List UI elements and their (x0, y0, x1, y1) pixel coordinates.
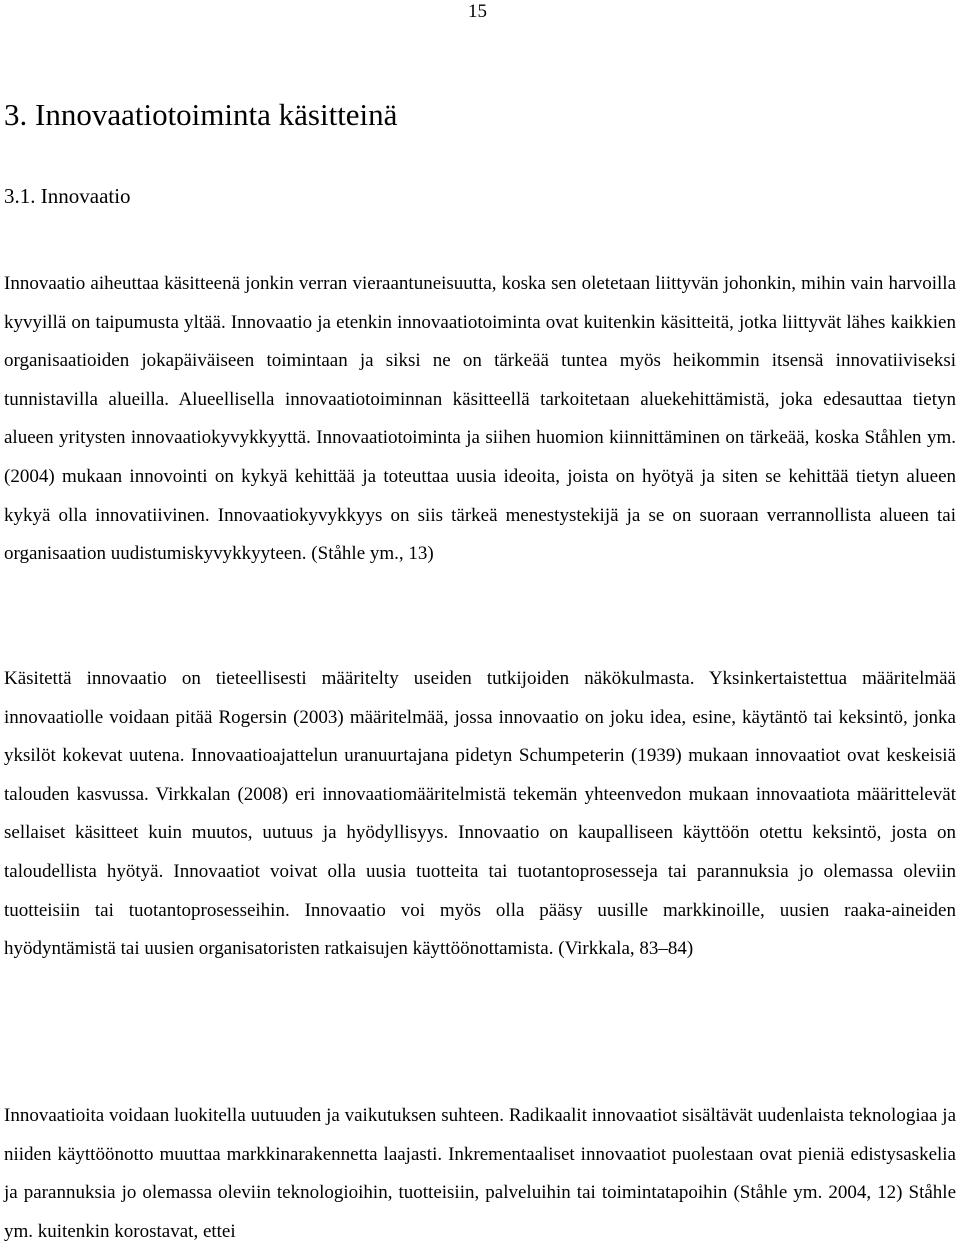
chapter-title: 3. Innovaatiotoiminta käsitteinä (4, 97, 398, 132)
body-paragraph: Innovaatioita voidaan luokitella uutuuden ja vaikutuksen suhteen. Radikaalit innovaatiot sisältävät uudenlaista teknologiaa ja niiden käyttöönotto muuttaa markkinarakennetta laajasti. Inkrementaaliset innovaatiot puolestaan ovat pieniä edistysaskelia ja parannuksia jo olemassa oleviin teknologioihin, tuotteisiin, palveluihin tai toimintatapoihin (Ståhle ym. 2004, 12) Ståhle ym. kuitenkin korostavat, ettei (4, 1105, 956, 1242)
page-number: 15 (468, 1, 487, 22)
body-paragraph: Innovaatio aiheuttaa käsitteenä jonkin verran vieraantuneisuutta, koska sen oletetaan liittyvän johonkin, mihin vain harvoilla kyvyillä on taipumusta yltää. Innovaatio ja etenkin innovaatiotoiminta ovat kuitenkin käsitteitä, jotka liittyvät lähes kaikkien organisaatioiden jokapäiväiseen toimintaan ja siksi ne on tärkeää tuntea myös heikommin itsensä innovatiiviseksi tunnistavilla alueilla. Alueellisella innovaatiotoiminnan käsitteellä tarkoitetaan aluekehittämistä, joka edesauttaa tietyn alueen yritysten innovaatiokyvykkyyttä. Innovaatiotoiminta ja siihen huomion kiinnittäminen on tärkeää, koska Ståhlen ym. (2004) mukaan innovointi on kykyä kehittää ja toteuttaa uusia ideoita, joista on hyötyä ja siten se kehittää tietyn alueen kykyä olla innovatiivinen. Innovaatiokyvykkyys on siis tärkeä menestystekijä ja se on suoraan verrannollista alueen tai organisaation uudistumiskyvykkyyteen. (Ståhle ym., 13) (4, 273, 956, 565)
section-title: 3.1. Innovaatio (4, 184, 131, 208)
body-paragraph: Käsitettä innovaatio on tieteellisesti määritelty useiden tutkijoiden näkökulmasta. Yksinkertaistettua määritelmää innovaatiolle voidaan pitää Rogersin (2003) määritelmää, jossa innovaatio on joku idea, esine, käytäntö tai keksintö, jonka yksilöt kokevat uutena. Innovaatioajattelun uranuurtajana pidetyn Schumpeterin (1939) mukaan innovaatiot ovat keskeisiä talouden kasvussa. Virkkalan (2008) eri innovaatiomääritelmistä tekemän yhteenvedon mukaan innovaatiota määrittelevät sellaiset käsitteet kuin muutos, uutuus ja hyödyllisyys. Innovaatio on kaupalliseen käyttöön otettu keksintö, josta on taloudellista hyötyä. Innovaatiot voivat olla uusia tuotteita tai tuotantoprosesseja tai parannuksia jo olemassa oleviin tuotteisiin tai tuotantoprosesseihin. Innovaatio voi myös olla pääsy uusille markkinoille, uusien raaka-aineiden hyödyntämistä tai uusien organisatoristen ratkaisujen käyttöönottamista. (Virkkala, 83–84) (4, 668, 956, 960)
